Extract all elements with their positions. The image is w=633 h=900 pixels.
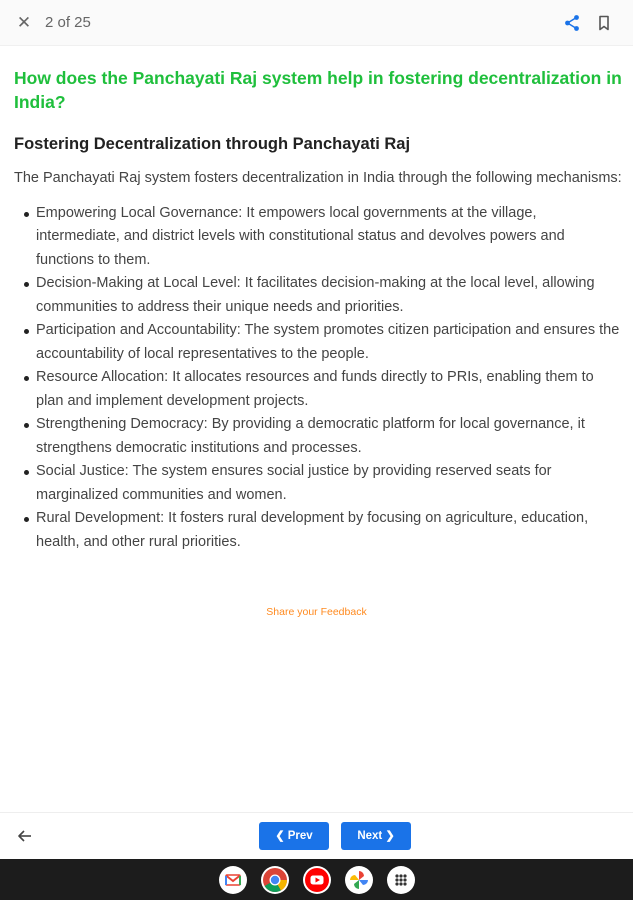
app-launcher[interactable] (387, 866, 415, 894)
close-button[interactable] (14, 12, 34, 34)
back-arrow-icon (14, 825, 36, 847)
close-icon: ✕ (16, 13, 32, 32)
answer-content (14, 66, 622, 554)
chrome-app[interactable] (261, 866, 289, 894)
app-launcher-icon (387, 866, 415, 894)
photos-icon (345, 866, 373, 894)
chevron-right-icon: ❯ (385, 830, 395, 842)
question-title: How does the Panchayati Raj system help in fostering decentralization in India? (14, 68, 622, 112)
youtube-app[interactable] (303, 866, 331, 894)
share-feedback-link[interactable]: Share your Feedback (266, 606, 367, 618)
top-bar (0, 0, 633, 46)
gmail-app[interactable] (219, 866, 247, 894)
list-item: Decision-Making at Local Level: It facilitates decision-making at the local level, allowing communities to address their unique needs and priorities. (36, 272, 622, 319)
photos-app[interactable] (345, 866, 373, 894)
share-icon (562, 13, 582, 33)
bookmark-button[interactable] (594, 13, 614, 33)
prev-button[interactable] (259, 822, 329, 850)
chevron-left-icon: ❮ (275, 830, 285, 842)
bookmark-icon (594, 13, 614, 33)
list-item: Strengthening Democracy: By providing a democratic platform for local governance, it strengthens democratic institutions and processes. (36, 413, 622, 460)
bottom-bar (0, 812, 633, 859)
gmail-icon (219, 866, 247, 894)
answer-points (14, 202, 622, 555)
next-label: Next (357, 830, 383, 842)
list-item: Participation and Accountability: The system promotes citizen participation and ensures the accountability of local representatives to the people. (36, 319, 622, 366)
question-counter: 2 of 25 (45, 14, 91, 31)
list-item: Rural Development: It fosters rural development by focusing on agriculture, education, health, and other rural priorities. (36, 507, 622, 554)
taskbar (0, 859, 633, 900)
chrome-icon (261, 866, 289, 894)
back-button[interactable] (14, 825, 36, 847)
list-item: Social Justice: The system ensures social justice by providing reserved seats for marginalized communities and women. (36, 460, 622, 507)
share-button[interactable] (562, 13, 582, 33)
list-item: Empowering Local Governance: It empowers local governments at the village, intermediate, and district levels with constitutional status and devolves powers and functions to them. (36, 202, 622, 273)
list-item: Resource Allocation: It allocates resources and funds directly to PRIs, enabling them to plan and implement development projects. (36, 366, 622, 413)
answer-heading: Fostering Decentralization through Panchayati Raj (14, 135, 411, 153)
prev-label: Prev (287, 830, 313, 842)
answer-intro: The Panchayati Raj system fosters decentralization in India through the following mechanisms: (14, 170, 622, 186)
next-button[interactable] (341, 822, 411, 850)
youtube-icon (303, 866, 331, 894)
